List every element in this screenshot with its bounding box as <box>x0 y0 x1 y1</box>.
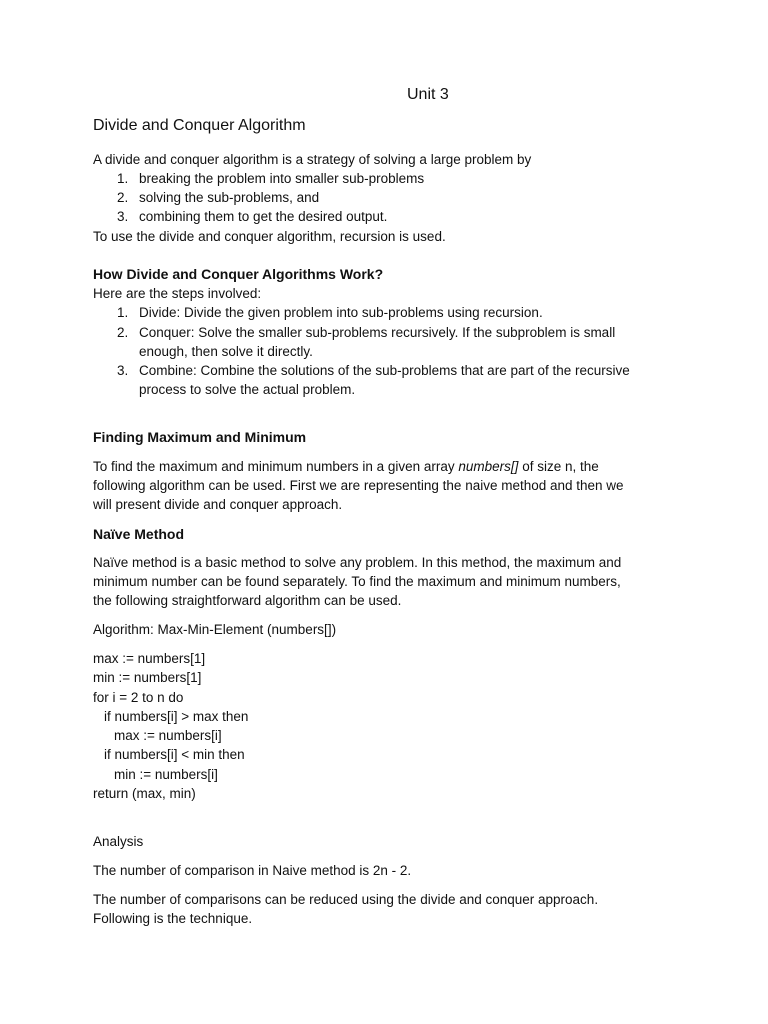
how-lead: Here are the steps involved: <box>93 286 262 301</box>
document-title: Divide and Conquer Algorithm <box>93 117 306 134</box>
intro-lead: A divide and conquer algorithm is a strategy of solving a large problem by <box>93 152 532 167</box>
code-line: min := numbers[1] <box>93 670 202 685</box>
algorithm-title: Algorithm: Max-Min-Element (numbers[]) <box>93 622 337 637</box>
intro-item-text: solving the sub-problems, and <box>139 190 320 205</box>
naive-paragraph-line: minimum number can be found separately. To find the maximum and minimum numbers, <box>93 574 621 589</box>
analysis-heading: Analysis <box>93 834 144 849</box>
how-step-text: Divide: Divide the given problem into sub-problems using recursion. <box>139 305 543 320</box>
how-step-number: 1. <box>117 305 129 320</box>
finding-paragraph-line <box>93 457 599 476</box>
naive-paragraph-line: Naïve method is a basic method to solve any problem. In this method, the maximum and <box>93 555 622 570</box>
array-name: numbers[] <box>458 459 519 474</box>
how-step-number: 2. <box>117 325 129 340</box>
code-line: return (max, min) <box>93 786 196 801</box>
intro-closing: To use the divide and conquer algorithm, recursion is used. <box>93 229 446 244</box>
intro-item-text: combining them to get the desired output. <box>139 209 388 224</box>
code-line: for i = 2 to n do <box>93 690 184 705</box>
intro-item-number: 1. <box>117 171 129 186</box>
analysis-line: The number of comparison in Naive method is 2n - 2. <box>93 863 412 878</box>
unit-title: Unit 3 <box>407 86 449 103</box>
code-line: if numbers[i] > max then <box>104 709 249 724</box>
code-line: min := numbers[i] <box>114 767 218 782</box>
code-line: if numbers[i] < min then <box>104 747 245 762</box>
intro-item-number: 3. <box>117 209 129 224</box>
finding-paragraph-text: of size n, the <box>518 459 599 474</box>
finding-paragraph-text: To find the maximum and minimum numbers in a given array <box>93 459 459 474</box>
how-step-text-continued: enough, then solve it directly. <box>139 344 313 359</box>
analysis-line: Following is the technique. <box>93 911 253 926</box>
naive-heading: Naïve Method <box>93 526 185 542</box>
code-line: max := numbers[i] <box>114 728 222 743</box>
analysis-line: The number of comparisons can be reduced using the divide and conquer approach. <box>93 892 599 907</box>
how-step-text: Combine: Combine the solutions of the sub-problems that are part of the recursive <box>139 363 630 378</box>
code-line: max := numbers[1] <box>93 651 206 666</box>
finding-paragraph-line: following algorithm can be used. First we are representing the naive method and then we <box>93 478 624 493</box>
naive-paragraph-line: the following straightforward algorithm can be used. <box>93 593 402 608</box>
how-step-text-continued: process to solve the actual problem. <box>139 382 356 397</box>
how-heading: How Divide and Conquer Algorithms Work? <box>93 266 384 282</box>
finding-heading: Finding Maximum and Minimum <box>93 429 307 445</box>
how-step-text: Conquer: Solve the smaller sub-problems recursively. If the subproblem is small <box>139 325 616 340</box>
intro-item-text: breaking the problem into smaller sub-problems <box>139 171 425 186</box>
how-step-number: 3. <box>117 363 129 378</box>
intro-item-number: 2. <box>117 190 129 205</box>
finding-paragraph-line: will present divide and conquer approach. <box>93 497 343 512</box>
